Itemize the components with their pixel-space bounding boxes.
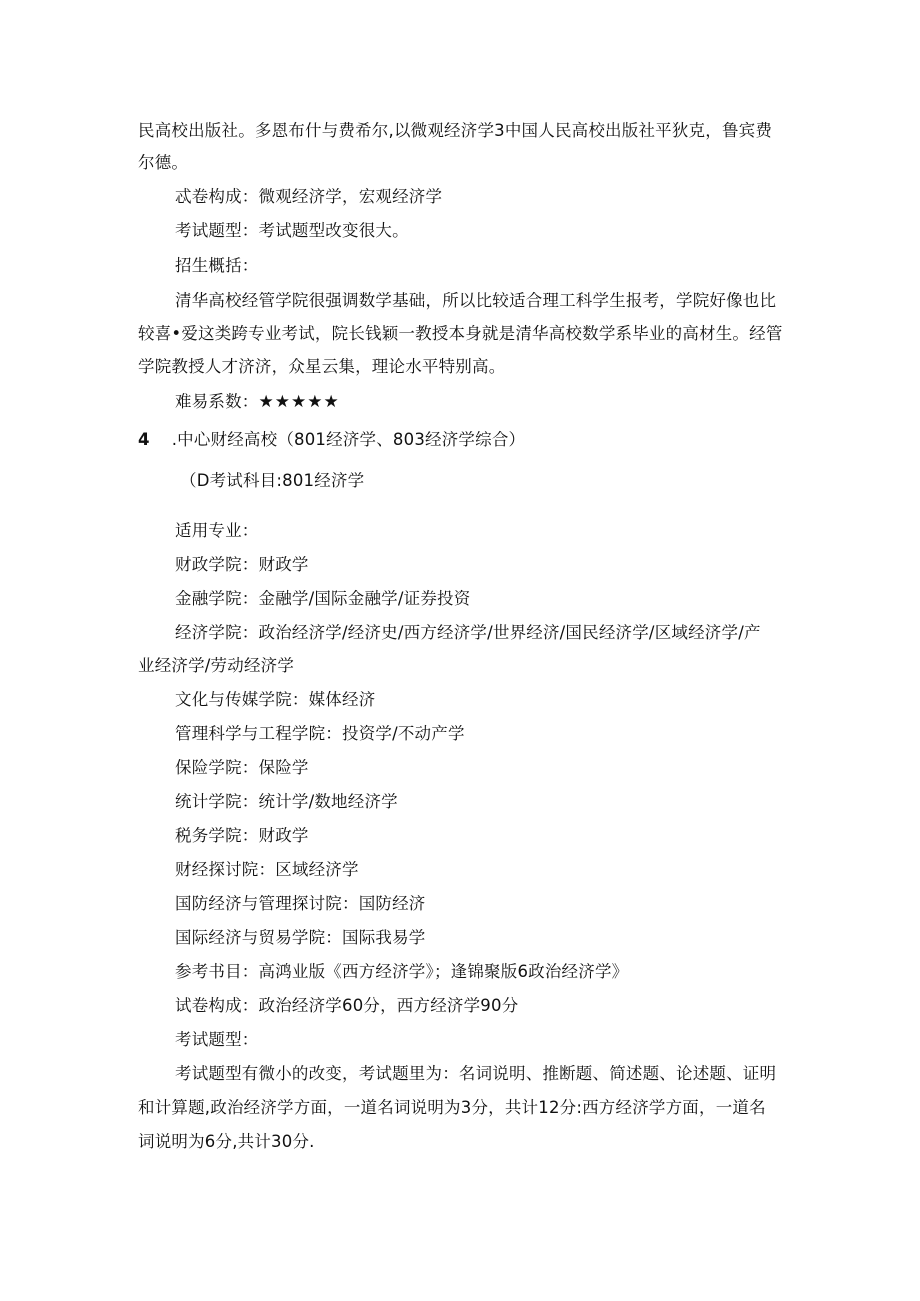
reference-books: 参考书目：高鸿业版《西方经济学》；逢锦聚版6政治经济学》	[175, 962, 629, 981]
paragraph-line: 和计算题,政治经济学方面，一道名词说明为3分，共计12分:西方经济学方面，一道名	[138, 1098, 766, 1117]
applicable-label: 适用专业：	[175, 521, 259, 540]
paragraph-line: 民高校出版社。多恩布什与费希尔,以微观经济学3中国人民高校出版社平狄克，鲁宾费	[138, 121, 773, 140]
exam-type: 考试题型：考试题型改变很大。	[175, 221, 409, 240]
difficulty-label: 难易系数：	[175, 392, 259, 411]
paragraph-line: 词说明为6分,共计30分.	[138, 1132, 315, 1151]
paragraph-line: 较喜•爱这类跨专业考试，院长钱颖一教授本身就是清华高校数学系毕业的高材生。经管	[138, 324, 783, 343]
major-item: 保险学院：保险学	[175, 758, 309, 777]
difficulty-row	[175, 391, 340, 413]
exam-composition: 试卷构成：政治经济学60分，西方经济学90分	[175, 996, 519, 1015]
major-item: 统计学院：统计学/数地经济学	[175, 792, 398, 811]
major-item: 经济学院：政治经济学/经济史/西方经济学/世界经济/国民经济学/区域经济学/产	[175, 623, 761, 642]
exam-composition: 忒卷构成：微观经济学，宏观经济学	[175, 187, 443, 206]
major-item: 财经探讨院：区域经济学	[175, 860, 359, 879]
paragraph-line: 考试题型有微小的改变，考试题里为：名词说明、推断题、简述题、论述题、证明	[175, 1064, 777, 1083]
major-item: 国防经济与管理探讨院：国防经济	[175, 894, 426, 913]
enrollment-label: 招生概括：	[175, 256, 259, 275]
section-heading	[138, 429, 525, 451]
major-item: 财政学院：财政学	[175, 555, 309, 574]
exam-type-label: 考试题型：	[175, 1030, 259, 1049]
major-item: 国际经济与贸易学院：国际我易学	[175, 928, 426, 947]
section-title: .中心财经高校（801经济学、803经济学综合）	[171, 430, 526, 449]
paragraph-line: 尔德。	[138, 153, 189, 172]
paragraph-line: 清华高校经管学院很强调数学基础，所以比较适合理工科学生报考，学院好像也比	[175, 291, 777, 310]
major-item: 业经济学/劳动经济学	[138, 656, 295, 675]
major-item: 文化与传媒学院：媒体经济	[175, 690, 376, 709]
major-item: 管理科学与工程学院：投资学/不动产学	[175, 724, 465, 743]
subject-line: （D考试科目:801经济学	[180, 471, 365, 490]
star-rating: ★★★★★	[258, 392, 340, 412]
paragraph-line: 学院教授人才济济，众星云集，理论水平特别高。	[138, 357, 506, 376]
section-number: 4	[138, 430, 150, 449]
major-item: 税务学院：财政学	[175, 826, 309, 845]
major-item: 金融学院：金融学/国际金融学/证券投资	[175, 589, 471, 608]
